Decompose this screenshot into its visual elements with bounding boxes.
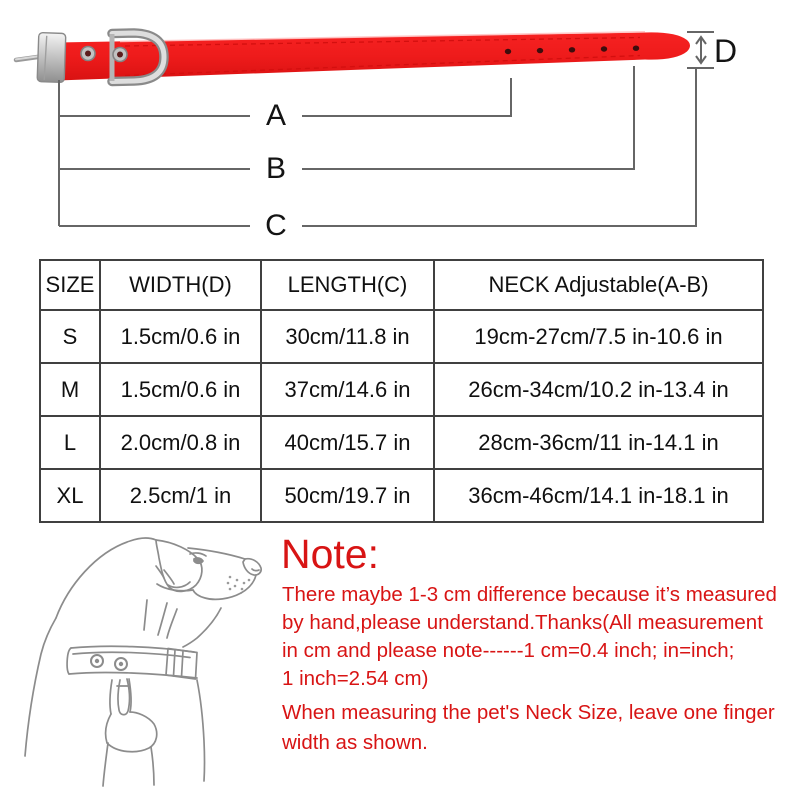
- col-header-size: SIZE: [40, 260, 100, 310]
- note-text-line: by hand,please understand.Thanks(All measurement: [282, 611, 763, 634]
- collar-measurement-diagram: [0, 0, 800, 260]
- note-title: Note:: [281, 531, 379, 577]
- measurement-label-c: C: [265, 209, 287, 242]
- table-row: [40, 363, 763, 416]
- col-header-neck: NECK Adjustable(A-B): [434, 260, 763, 310]
- cell-neck: 26cm-34cm/10.2 in-13.4 in: [434, 363, 763, 416]
- note-text-line: width as shown.: [282, 731, 428, 754]
- size-table: [39, 259, 764, 523]
- cell-width: 2.0cm/0.8 in: [100, 416, 261, 469]
- table-row: [40, 469, 763, 522]
- dog-illustration: [16, 528, 284, 800]
- cell-neck: 36cm-46cm/14.1 in-18.1 in: [434, 469, 763, 522]
- cell-neck: 19cm-27cm/7.5 in-10.6 in: [434, 310, 763, 363]
- measurement-label-a: A: [265, 99, 286, 132]
- cell-length: 30cm/11.8 in: [261, 310, 434, 363]
- cell-size: M: [40, 363, 100, 416]
- measurement-label-b: B: [265, 152, 286, 185]
- note-paragraph-finger: [282, 698, 775, 758]
- note-text-line: When measuring the pet's Neck Size, leave one finger: [282, 701, 775, 724]
- cell-width: 1.5cm/0.6 in: [100, 310, 261, 363]
- note-text-line: in cm and please note------1 cm=0.4 inch; in=inch;: [282, 639, 735, 662]
- cell-length: 50cm/19.7 in: [261, 469, 434, 522]
- col-header-length: LENGTH(C): [261, 260, 434, 310]
- cell-size: S: [40, 310, 100, 363]
- cell-neck: 28cm-36cm/11 in-14.1 in: [434, 416, 763, 469]
- size-table-header-row: [40, 260, 763, 310]
- cell-length: 37cm/14.6 in: [261, 363, 434, 416]
- col-header-width: WIDTH(D): [100, 260, 261, 310]
- measurement-label-d: D: [714, 33, 738, 69]
- cell-width: 2.5cm/1 in: [100, 469, 261, 522]
- note-paragraph-measurement: [282, 581, 777, 693]
- note-text-line: 1 inch=2.54 cm): [282, 667, 429, 690]
- table-row: [40, 310, 763, 363]
- cell-size: XL: [40, 469, 100, 522]
- cell-width: 1.5cm/0.6 in: [100, 363, 261, 416]
- table-row: [40, 416, 763, 469]
- cell-size: L: [40, 416, 100, 469]
- cell-length: 40cm/15.7 in: [261, 416, 434, 469]
- note-text-line: There maybe 1-3 cm difference because it’s measured: [282, 583, 777, 606]
